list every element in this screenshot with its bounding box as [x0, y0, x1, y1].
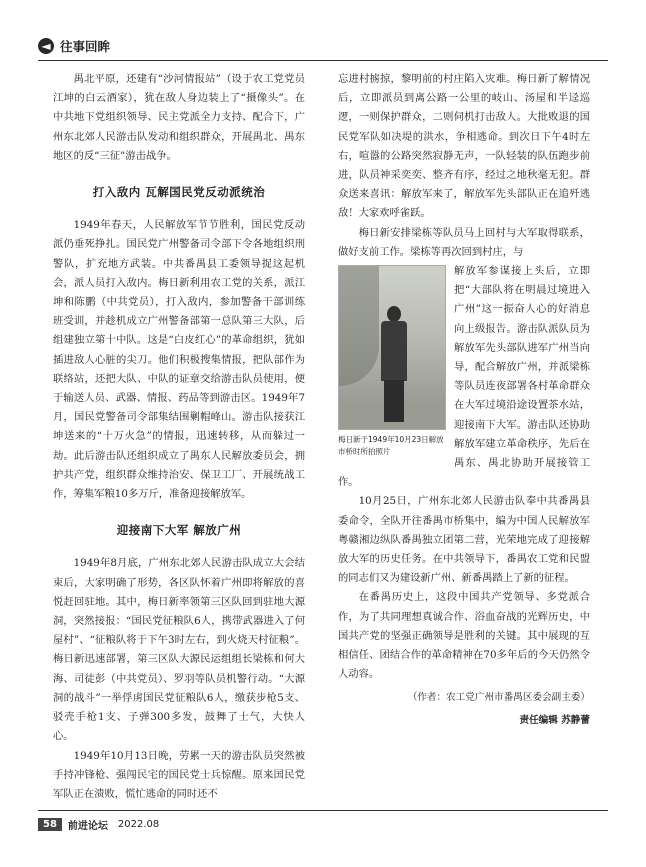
paragraph: 1949年10月13日晚，劳累一天的游击队员突然被手持冲锋枪、强闯民宅的国民党士兵惊醒。原来国民党军队正在溃败，慌忙逃命的同时还不: [53, 749, 305, 800]
magazine-name: 前进论坛: [67, 821, 108, 832]
paragraph: 禺北平原，还建有“沙河情报站”（设于农工党党员江坤的白云酒家），犹在敌人身边装上了“摄像头”。在中共地下党组织领导、民主党派全力支持、配合下，广州东北郊人民游击队发动和组织群众，开展禺北、禺东地区的反“三征”游击战争。: [53, 73, 305, 162]
section-heading: 迎接南下大军 解放广州: [116, 523, 242, 538]
paragraph: 忘进村掳掠，黎明前的村庄陷入灾难。梅日新了解情况后，立即派员到离公路一公里的岐山、汤屋和半迳巡逻，一则保护群众，二则伺机打击敌人。大批败退的国民党军队如决堤的洪水，争相逃命。到次日下午4时左右，喧嚣的公路突然寂静无声，一队轻装的队伍跑步前进，队员神采奕奕、整齐有序，经过之地秋毫无犯。群众送来喜讯：解放军来了，解放军先头部队正在追歼逃敌！大家欢呼雀跃。: [338, 73, 590, 220]
section-logo-icon: ◄: [38, 38, 54, 54]
issue-date: 2022.08: [117, 819, 160, 830]
figure: [338, 265, 446, 458]
paragraph: 1949年春天，人民解放军节节胜利，国民党反动派仍垂死挣扎。国民党广州警备司令部下令各地组织刑警队，扩充地方武装。中共番禺县工委领导捉这起机会，派人员打入敌内。梅日新利用农工党的关系，派江坤和陈鹏（中共党员），打入敌内，参加警备干部训练班受训，并趁机成立广州警备部第一总队第三大队，后组建独立第十中队。这是“白皮红心”的革命组织，犹如插进敌人心脏的尖刀。他们积极搜集情报，把队部作为联络站，还把大队、中队的证章交给游击队员使用，便于输送人员、武器、情报、药品等到游击区。1949年7月，国民党警备司令部集结围剿帽峰山。游击队接获江坤送来的“十万火急”的情报，迅速转移，从而躲过一劫。此后游击队还组织成立了禺东人民解放委员会，拥护共产党，组织群众维持治安、保卫工厂、开展统战工作，筹集军粮10多万斤，准备迎接解放军。: [53, 219, 305, 501]
paragraph: 在番禺历史上，这段中国共产党领导、多党派合作，为了共同理想真诚合作、浴血奋战的光辉历史，中国共产党的坚强正确领导是胜利的关键。其中展现的互相信任、团结合作的革命精神在70多年后的今天仍然令人动容。: [338, 591, 590, 681]
photo-caption: 梅日新于1949年10月23日解放市桥时所拍照片: [338, 435, 444, 457]
header-divider: [38, 60, 608, 61]
page-footer: [38, 817, 159, 832]
section-header: [38, 36, 110, 56]
section-title: 往事回眸: [60, 39, 111, 54]
footer-divider: [38, 810, 608, 811]
left-column: [53, 70, 305, 804]
page-number: 58: [38, 818, 62, 831]
section-heading: 打入敌内 瓦解国民党反动派统治: [92, 185, 266, 200]
author-credit: （作者：农工党广州市番禺区委会副主委）: [407, 691, 590, 703]
right-column: [338, 70, 590, 730]
historical-photo: [338, 265, 446, 430]
editor-credit: 责任编辑 苏静蕾: [519, 714, 590, 726]
paragraph: 1949年8月底，广州东北郊人民游击队成立大会结束后，大家明确了形势，各区队怀着广州即将解放的喜悦赶回驻地。其中，梅日新率领第三区队回到驻地大源洞，突然接报：“国民党征粮队6人，携带武器进入了何屋村”、“征粮队将于下午3时左右，到火烧天村征粮”。梅日新迅速部署，第三区队大源民运组组长梁栋和何大海、司徒彭（中共党员）、罗羽等队员机警行动。“大源洞的战斗”一举俘虏国民党征粮队6人，缴获步枪5支、驳壳手枪1支、子弹300多发，鼓舞了士气，大快人心。: [53, 557, 305, 743]
paragraph: 解放军参谋接上头后，立即把“大部队将在明晨过境进入广州”这一振奋人心的好消息向上级报告。游击队派队员为解放军先头部队进军广州当向导，配合解放广州，并派梁栋等队员连夜部署各村革命群众在大军过境沿途设置茶水站，迎接南下大军。游击队还协助解放军建立革命秩序，先后在禺东、禺北协助开展接管工作。: [338, 265, 590, 489]
paragraph: 梅日新安排梁栋等队员马上回村与大军取得联系，做好支前工作。梁栋等再次回到村庄，与: [338, 226, 590, 258]
paragraph: 10月25日，广州东北郊人民游击队奉中共番禺县委命令，全队开往番禺市桥集中，编为中国人民解放军粤赣湘边纵队番禺独立团第二营，光荣地完成了迎接解放大军的历史任务。在中共领导下，番禺农工党和民盟的同志们又为建设新广州、新番禺踏上了新的征程。: [338, 495, 590, 585]
